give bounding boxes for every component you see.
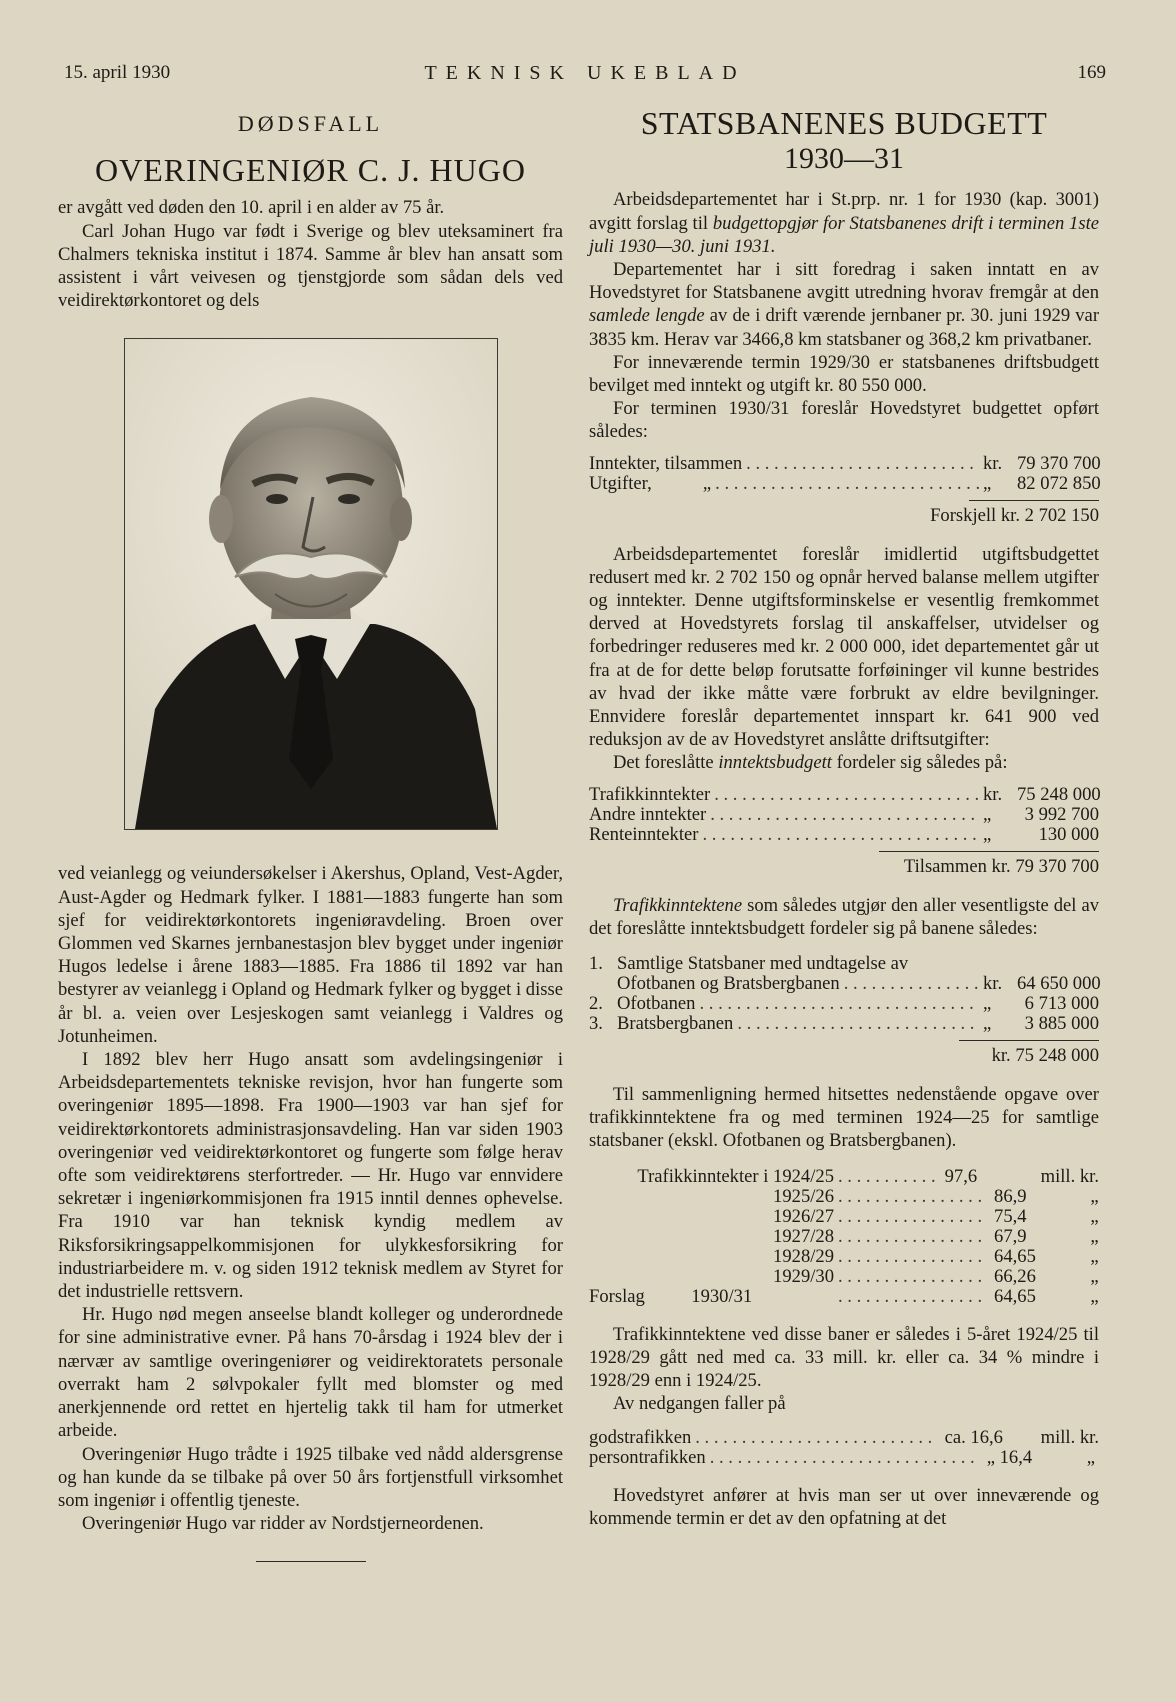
row-value: 64,65 [994, 1245, 1036, 1267]
traffic-income-table [589, 1167, 1099, 1307]
row-label: Forslag 1930/31 [589, 1285, 753, 1307]
sum-rule [879, 851, 1099, 852]
text-span: Arbeidsdepartementet har i St.prp. nr. 1 for 1930 (kap. 3001) avgitt forslag til [589, 189, 1099, 234]
row-prefix: „ [983, 1013, 992, 1035]
row-unit: „ [1090, 1205, 1099, 1227]
table-row [589, 1267, 1099, 1287]
obituary-paragraph: Overingeniør Hugo trådte i 1925 tilbake ved nådd aldersgrense og han kunde da se tilbake på over 50 års fortjenstfull virksomhet som ingeniør i offentlig tjeneste. [58, 1443, 563, 1511]
obituary-kicker: DØDSFALL [237, 111, 384, 136]
row-label: persontrafikken [589, 1446, 706, 1468]
obituary-paragraph: ved veianlegg og veiundersøkelser i Akershus, Opland, Vest-Agder, Aust-Agder og Hedmark fylker. I 1881—1883 fungerte han som sjef for veidirektørkontorets ingeniøravdeling. Broen over Glommen ved Skarnes jernbanestasjon blev bygget under ingeniør Hugos ledelse i årene 1883—1885. Fra 1886 til 1892 var han bestyrer av veianlegg i Opland og Hedmark fylker og bygget i disse år bl. a. veien over Lesjeskogen samt veianlegg i Valdres og Jotunheimen. [58, 863, 563, 1047]
row-label: Ofotbanen [617, 993, 696, 1015]
row-label: 1926/27 [773, 1205, 834, 1227]
row-value: 79 370 700 [1017, 452, 1101, 474]
row-label: Inntekter, tilsammen [589, 452, 743, 474]
budget-column [589, 105, 1101, 1530]
row-label: Trafikkinntekter i 1924/25 [637, 1165, 834, 1187]
obituary-paragraph: Overingeniør Hugo var ridder av Nordstjerneordenen. [82, 1513, 484, 1535]
budget-paragraph: Trafikkinntektene ved disse baner er således i 5-året 1924/25 til 1928/29 gått ned med ca. 33 mill. kr. eller ca. 34 % mindre i 1928/29 enn i 1924/25. [589, 1323, 1099, 1392]
budget-paragraph: Arbeidsdepartementet foreslår imidlertid utgiftsbudgettet redusert med kr. 2 702 150 og opnår herved balanse mellem utgifter og inntekter. Denne utgiftsforminskelse er vesentlig fremkommet derved at Hovedstyrets forslag til anskaffelser, utvidelser og forbedringer reduseres med kr. 2 000 000, idet departementet går ut fra at de for dette beløp forutsatte forføininger vil kunne bestrides av hvad der ikke måtte være forbrukt av eldre bevilgninger. Ennvidere foreslår departementet innspart kr. 641 900 ved reduksjon av de av Hovedstyret anslåtte driftsutgifter: [589, 543, 1099, 751]
total-value: 79 370 700 [1015, 855, 1099, 877]
obituary-column [58, 108, 563, 1562]
row-label: Andre inntekter [589, 803, 707, 825]
leader-dots [714, 785, 979, 805]
row-unit: „ [1090, 1285, 1099, 1307]
table-row [589, 825, 1099, 845]
leader-dots [838, 1247, 986, 1267]
italic-span: samlede lengde [589, 305, 705, 327]
row-unit: „ [1090, 1265, 1099, 1287]
row-label: Renteinntekter [589, 823, 699, 845]
row-label: Bratsbergbanen [617, 1013, 734, 1035]
item-number: 3. [589, 1013, 603, 1035]
budget-paragraph: Av nedgangen faller på [613, 1393, 786, 1415]
table-row [589, 1014, 1099, 1034]
budget-paragraph [589, 751, 1099, 774]
row-prefix: „ [983, 472, 992, 494]
item-number: 2. [589, 993, 603, 1015]
budget-paragraph: Til sammenligning hermed hitsettes nedenstående opgave over trafikkinntektene fra og med terminen 1924—25 for samtlige statsbaner (ekskl. Ofotbanen og Bratsbergbanen). [589, 1084, 1099, 1152]
table-row [589, 1448, 1099, 1468]
leader-dots [715, 474, 979, 494]
table-row [589, 994, 1099, 1014]
row-prefix: „ [983, 803, 992, 825]
row-unit: „ [1090, 1245, 1099, 1267]
row-label: Ofotbanen og Bratsbergbanen [617, 973, 840, 995]
row-label: 1927/28 [773, 1225, 834, 1247]
row-unit: „ [1090, 1185, 1099, 1207]
row-unit: mill. kr. [1040, 1426, 1099, 1448]
row-value: „ 16,4 [986, 1446, 1033, 1468]
italic-span: inntektsbudgett [718, 752, 832, 774]
budget-years: 1930—31 [784, 142, 904, 176]
portrait-illustration [125, 339, 497, 829]
leader-dots [702, 825, 979, 845]
row-value: 86,9 [994, 1185, 1027, 1207]
row-value: 67,9 [994, 1225, 1027, 1247]
row-value: 75,4 [994, 1205, 1027, 1227]
row-label: 1929/30 [773, 1265, 834, 1287]
text-span: Det foreslåtte [613, 752, 719, 774]
table-row [589, 805, 1099, 825]
table-row [589, 454, 1099, 474]
obituary-paragraph: er avgått ved døden den 10. april i en alder av 75 år. [58, 197, 445, 219]
obituary-title: OVERINGENIØR C. J. HUGO [95, 152, 526, 189]
total-value: 2 702 150 [1024, 504, 1099, 526]
row-value: 130 000 [1038, 823, 1099, 845]
leader-dots [838, 1287, 986, 1307]
budget-paragraph: Hovedstyret anfører at hvis man ser ut over inneværende og kommende termin er det av den opfatning at det [589, 1484, 1099, 1529]
sum-rule [969, 500, 1099, 501]
row-value: 64 650 000 [1017, 973, 1101, 995]
leader-dots [838, 1167, 937, 1187]
leader-dots [838, 1187, 986, 1207]
decline-table [589, 1428, 1099, 1468]
table-row [589, 1207, 1099, 1227]
total-label: Forskjell kr. [930, 504, 1020, 526]
row-value: ca. 16,6 [944, 1426, 1003, 1448]
row-prefix: „ [983, 823, 992, 845]
row-value: 97,6 [944, 1165, 978, 1187]
leader-dots [695, 1428, 936, 1448]
row-prefix: kr. [983, 783, 1003, 805]
row-label: Samtlige Statsbaner med undtagelse av [617, 953, 909, 975]
leader-dots [710, 805, 979, 825]
row-prefix: „ [983, 993, 992, 1015]
leader-dots [838, 1227, 986, 1247]
leader-dots [746, 454, 979, 474]
leader-dots [838, 1267, 986, 1287]
budget-paragraph [589, 258, 1099, 351]
row-label: 1925/26 [773, 1185, 834, 1207]
italic-span: budgettopgjør for Statsbanenes drift i terminen 1ste juli 1930—30. juni 1931. [589, 212, 1099, 257]
running-head [64, 62, 1106, 90]
budget-paragraph: For terminen 1930/31 foreslår Hovedstyret budgettet opført således: [589, 398, 1099, 443]
table-row [589, 1227, 1099, 1247]
sum-rule [959, 1040, 1099, 1041]
table-row [589, 974, 1099, 994]
obituary-paragraph: I 1892 blev herr Hugo ansatt som avdelingsingeniør i Arbeidsdepartementets tekniske revisjon, hvor han fungerte som overingeniør 1895—1898. Fra 1900—1903 var han sjef for veidirektørkontorets administrasjonsavdeling. Han var siden 1903 overingeniør ved veidirektørkontoret og fungerte som følge herav ofte som veidirektørens sterfortreder. — Hr. Hugo var ennvidere sekretær i ingeniørkommisjonen fra 1915 inntil dennes ophevelse. Fra 1910 var han teknisk kyndig medlem av Riksforsikringsappelkommisjonen for ulykkesforsikring for industriarbeidere m. v. og siden 1912 teknisk medlem av Styret for det industrielle rettsvern. [58, 1049, 563, 1303]
obituary-paragraph: Hr. Hugo nød megen anseelse blandt kolleger og underordnede for sine administrative evner. På hans 70-årsdag i 1924 blev der i nærvær av samtlige overingeniører og veidirektoratets personale overrakt ham 2 sølvpokaler fyllt med blomster og med anerkjennende ord rettet en hjertelig takk til ham for utmerket arbeide. [58, 1304, 563, 1442]
table-row [589, 1247, 1099, 1267]
table-row [589, 1428, 1099, 1448]
journal-title: TEKNISK UKEBLAD [424, 62, 746, 84]
table-row [589, 1187, 1099, 1207]
row-label: 1928/29 [773, 1245, 834, 1267]
table-row [589, 1287, 1099, 1307]
row-prefix: kr. [983, 452, 1003, 474]
income-table [589, 785, 1099, 878]
portrait-photo [124, 338, 498, 830]
row-label: Trafikkinntekter [589, 783, 711, 805]
leader-dots [699, 994, 979, 1014]
lines-table [589, 954, 1099, 1067]
text-span: av de i drift værende jernbaner pr. 30. juni 1929 var 3835 km. Herav var 3466,8 km statsbaner og 368,2 km privatbaner. [589, 305, 1100, 350]
leader-dots [844, 974, 979, 994]
leader-dots [710, 1448, 979, 1468]
total-row: kr. 75 248 000 [991, 1045, 1099, 1067]
end-rule [256, 1561, 366, 1562]
row-value: 6 713 000 [1024, 993, 1099, 1015]
row-value: 64,65 [994, 1285, 1036, 1307]
text-span: som således utgjør den aller vesentligste del av det foreslåtte inntektsbudgett fordeler sig på banene således: [589, 894, 1099, 939]
issue-date: 15. april 1930 [64, 62, 171, 83]
row-unit: „ [1090, 1225, 1099, 1247]
text-span: fordeler sig således på: [831, 752, 1008, 774]
row-label: Utgifter, „ [589, 472, 712, 494]
row-label: godstrafikken [589, 1426, 692, 1448]
budget-paragraph [589, 188, 1099, 258]
italic-span: Trafikkinntektene [613, 894, 743, 916]
budget-title: STATSBANENES BUDGETT [640, 105, 1048, 141]
leader-dots [737, 1014, 979, 1034]
budget-paragraph: For inneværende termin 1929/30 er statsbanenes driftsbudgett bevilget med inntekt og utgift kr. 80 550 000. [589, 351, 1099, 397]
row-unit: mill. kr. [1040, 1165, 1099, 1187]
leader-dots [838, 1207, 986, 1227]
total-row [589, 856, 1099, 878]
total-label: Tilsammen kr. [903, 855, 1011, 877]
row-value: 3 992 700 [1024, 803, 1099, 825]
table-row [589, 954, 1099, 974]
row-prefix: kr. [983, 973, 1003, 995]
text-span: Departementet har i sitt foredrag i saken inntatt en av Hovedstyret for Statsbanene avgitt utredning hvorav fremgår at den [589, 259, 1099, 304]
total-row [589, 505, 1099, 527]
page-number: 169 [1077, 62, 1106, 83]
obituary-paragraph: Carl Johan Hugo var født i Sverige og blev uteksaminert fra Chalmers tekniska institut i 1874. Samme år blev han ansatt som assistent i vårt veivesen og tjenstgjorde som sådan dels ved veidirektørkontoret og dels [58, 220, 563, 312]
table-row [589, 474, 1099, 494]
row-unit: „ [1086, 1446, 1095, 1468]
item-number: 1. [589, 953, 603, 975]
table-row [589, 785, 1099, 805]
row-value: 82 072 850 [1017, 472, 1101, 494]
budget-paragraph [589, 894, 1099, 940]
row-value: 75 248 000 [1017, 783, 1101, 805]
row-value: 66,26 [994, 1265, 1036, 1287]
table-row [589, 1167, 1099, 1187]
budget-summary-table [589, 454, 1099, 527]
row-value: 3 885 000 [1024, 1013, 1099, 1035]
